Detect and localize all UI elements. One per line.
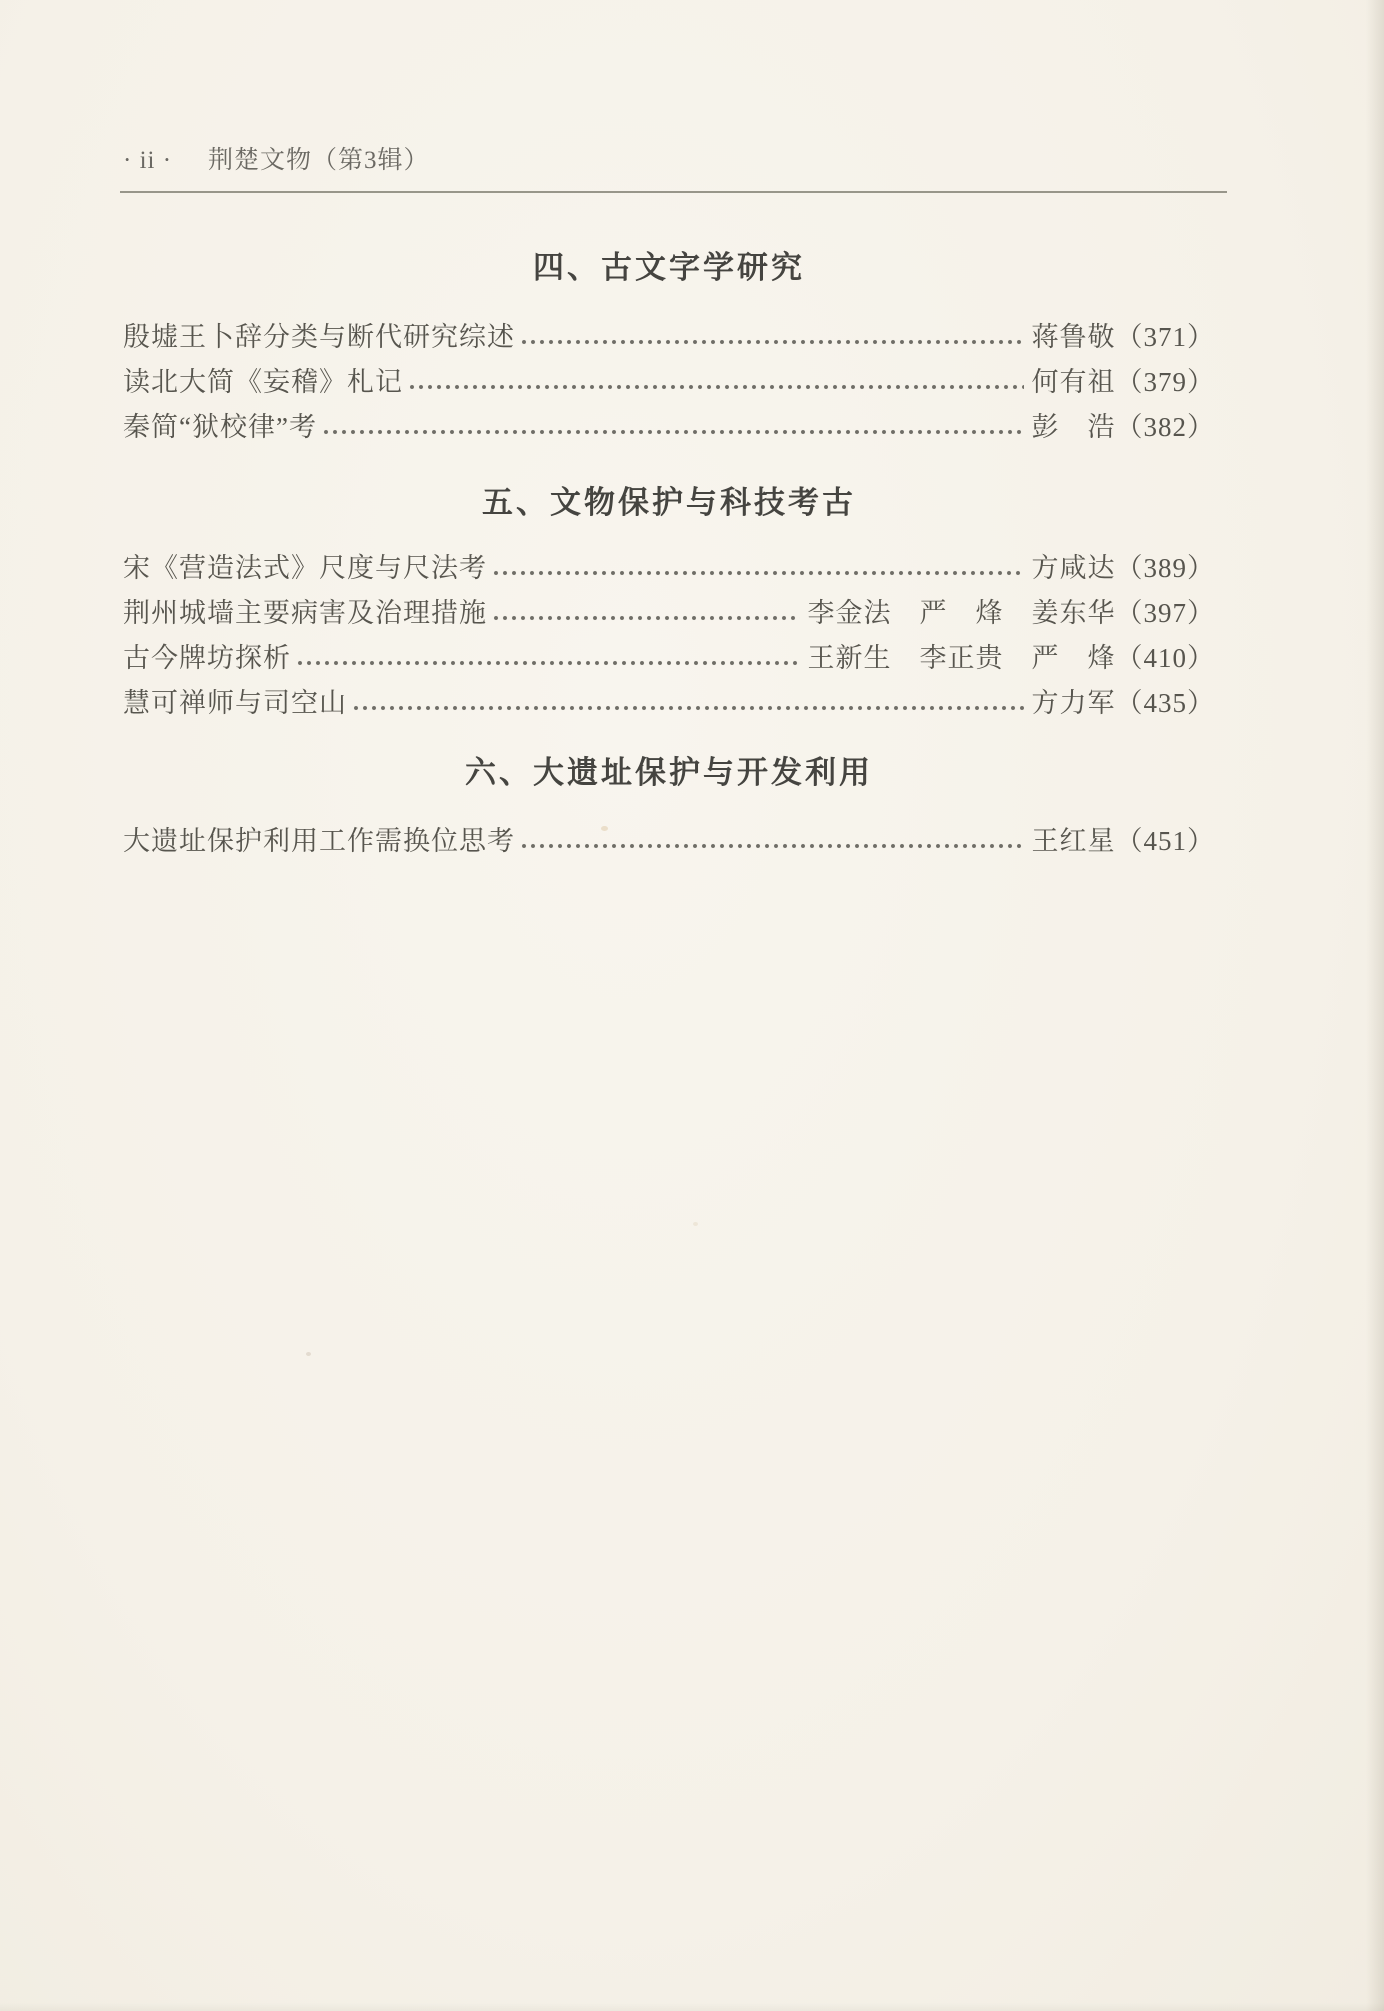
entry-authors: 王红星 [1031,826,1116,856]
entry-authors: 王新生 李正贵 严 烽 [807,643,1116,673]
page-number: · ii · [123,147,173,174]
entry-title: 大遗址保护利用工作需换位思考 [123,826,515,856]
entry-title: 宋《营造法式》尺度与尺法考 [123,553,487,583]
book-title: 荆楚文物（第3辑） [208,147,430,174]
entry-title: 慧可禅师与司空山 [123,688,347,718]
dot-leader [492,591,800,636]
dot-leader [492,546,1024,591]
entry-authors: 李金法 严 烽 姜东华 [807,598,1116,628]
section-heading-6: 六、大遗址保护与开发利用 [465,755,873,790]
page-content [123,140,1215,864]
running-header [123,140,1215,176]
entry-page-number: （382） [1115,412,1215,442]
entry-page-number: （371） [1115,322,1215,352]
entry-page-number: （435） [1115,688,1215,718]
dot-leader [352,681,1024,726]
entry-page-number: （410） [1115,643,1215,673]
entry-authors: 彭 浩 [1031,412,1116,442]
toc-entry [123,315,1215,360]
dot-leader [296,636,800,681]
entry-title: 古今牌坊探析 [123,643,291,673]
entry-title: 荆州城墙主要病害及治理措施 [123,598,487,628]
entry-title: 殷墟王卜辞分类与断代研究综述 [123,322,515,352]
dot-leader [520,315,1024,360]
dot-leader [408,360,1024,405]
scan-shadow-right-edge [1366,0,1384,2011]
section-heading-4: 四、古文字学研究 [533,250,805,285]
entry-authors: 蒋鲁敬 [1031,322,1116,352]
entry-title: 秦简“狱校律”考 [123,412,317,442]
entry-page-number: （389） [1115,553,1215,583]
scan-shadow-bottom-edge [0,2003,1384,2011]
entry-title: 读北大简《妄稽》札记 [123,367,403,397]
dot-leader [322,405,1024,450]
entry-page-number: （379） [1115,367,1215,397]
toc-entry [123,681,1215,726]
toc-entry [123,591,1215,636]
section-6-entries [123,819,1215,864]
entry-authors: 方咸达 [1031,553,1116,583]
toc-entry [123,636,1215,681]
section-4-entries [123,315,1215,450]
toc-entry [123,360,1215,405]
toc-entry [123,405,1215,450]
toc-entry [123,546,1215,591]
toc-entry [123,819,1215,864]
header-rule [120,191,1227,193]
entry-authors: 方力军 [1031,688,1116,718]
entry-authors: 何有祖 [1031,367,1116,397]
section-5-entries [123,546,1215,726]
entry-page-number: （397） [1115,598,1215,628]
entry-page-number: （451） [1115,826,1215,856]
scan-speck [306,1352,311,1356]
section-heading-5: 五、文物保护与科技考古 [482,485,856,520]
dot-leader [520,819,1024,864]
scan-speck [693,1222,698,1226]
